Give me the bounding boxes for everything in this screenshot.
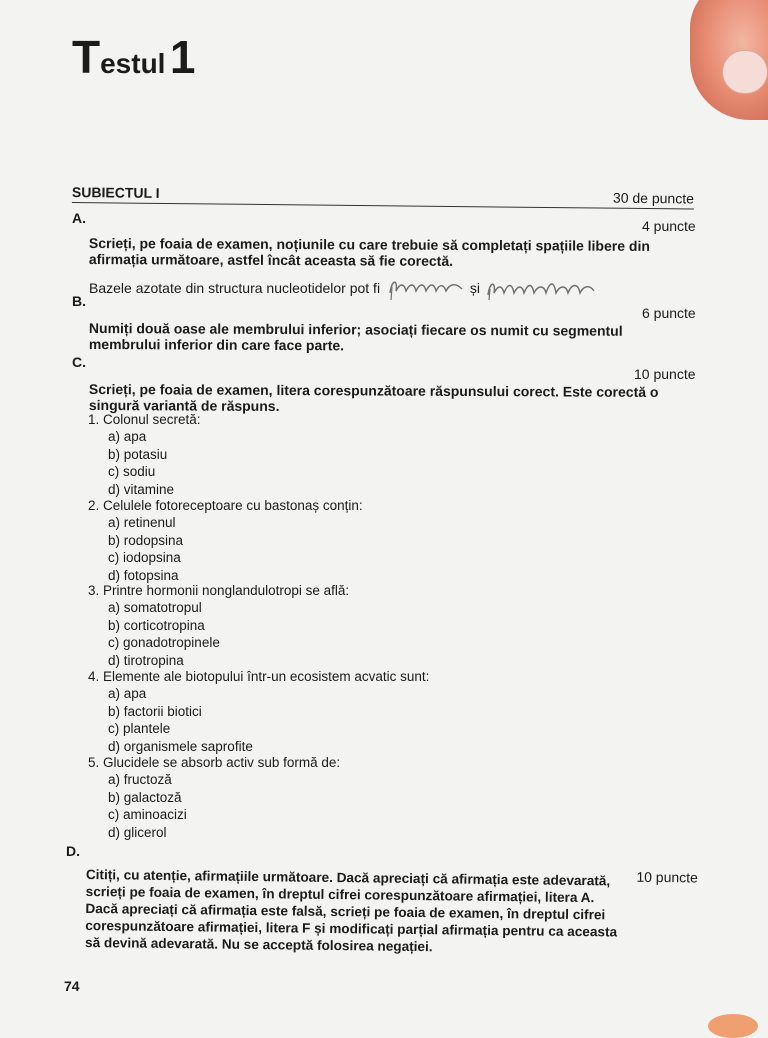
question-4 <box>88 668 429 755</box>
subject-label: SUBIECTUL I <box>71 184 160 201</box>
section-c-points: 10 puncte <box>634 366 696 382</box>
title-number: 1 <box>169 31 196 83</box>
answer-option: c) sodiu <box>108 464 156 480</box>
statement-pre: Bazele azotate din structura nucleotidelor pot fi <box>89 280 381 296</box>
handwriting-answer-1 <box>386 275 466 301</box>
answer-option: b) potasiu <box>108 446 168 462</box>
section-a-instruction: Scrieți, pe foaia de examen, noțiunile cu care trebuie să completați spațiile libere din afirmația următoare, astfel încât aceasta să fie corectă. <box>88 235 650 269</box>
statement-mid: și <box>469 280 480 296</box>
question-stem: 4. Elemente ale biotopului într-un ecosistem acvatic sunt: <box>88 669 430 684</box>
section-d-points: 10 puncte <box>636 868 699 886</box>
question-3 <box>88 582 349 669</box>
title-rest: estul <box>100 48 166 79</box>
question-stem: 3. Printre hormonii nonglandulotropi se află: <box>88 583 350 598</box>
answer-option: a) fructoză <box>108 772 172 788</box>
section-b-instruction: Numiți două oase ale membrului inferior; asociați fiecare os numit cu segmentul membrului inferior din care face parte. <box>88 320 623 354</box>
answer-option: a) apa <box>108 686 147 702</box>
answer-option: d) tirotropina <box>108 652 184 668</box>
section-d-letter: D. <box>66 843 80 859</box>
question-stem: 5. Glucidele se absorb activ sub formă de: <box>88 755 341 770</box>
section-b-points: 6 puncte <box>642 305 696 321</box>
section-b-letter: B. <box>72 293 86 309</box>
answer-option: b) factorii biotici <box>108 703 202 719</box>
section-a-statement <box>89 275 596 301</box>
subject-points: 30 de puncte <box>612 189 695 207</box>
section-d-instruction: Citiți, cu atenție, afirmațiile următoare. Dacă apreciați că afirmația este adevarată, scrieți pe foaia de examen, în dreptul cifrei corespunzătoare afirmației, litera A. Dacă apreciați că afirmația este falsă, scrieți pe foaia de examen, în dreptul cifrei corespunzătoare afirmației, litera F și modificați parțial afirmația pentru ca aceasta să devină adevarată. Nu se acceptă folosirea negației. <box>84 866 618 955</box>
answer-option: b) rodopsina <box>108 532 184 548</box>
section-a-letter: A. <box>72 210 86 226</box>
page-title <box>72 31 196 83</box>
section-c-letter: C. <box>72 354 86 370</box>
section-d-block <box>84 866 699 958</box>
corner-color-spot <box>708 1014 758 1038</box>
question-1 <box>88 411 201 498</box>
section-c-instruction: Scrieți, pe foaia de examen, litera corespunzătoare răspunsului corect. Este corectă o singură variantă de răspuns. <box>88 381 659 414</box>
question-stem: 2. Celulele fotoreceptoare cu bastonaș conțin: <box>88 498 363 513</box>
question-5 <box>88 754 340 841</box>
thumbnail-nail <box>722 50 768 94</box>
question-stem: 1. Colonul secretă: <box>88 412 201 427</box>
thumb-photo <box>690 0 768 120</box>
answer-option: c) iodopsina <box>108 550 181 566</box>
answer-option: c) aminoacizi <box>108 807 187 823</box>
answer-option: d) vitamine <box>108 481 175 497</box>
answer-option: b) corticotropina <box>108 617 205 633</box>
answer-option: a) somatotropul <box>108 600 202 616</box>
answer-option: d) organismele saprofite <box>108 738 253 754</box>
subject-header <box>72 178 694 210</box>
answer-option: b) galactoză <box>108 789 182 805</box>
answer-option: d) fotopsina <box>108 567 179 583</box>
page-number: 74 <box>64 978 80 994</box>
answer-option: a) apa <box>108 429 147 445</box>
answer-option: c) gonadotropinele <box>108 635 220 651</box>
answer-option: a) retinenul <box>108 515 176 531</box>
answer-option: d) glicerol <box>108 824 167 840</box>
answer-option: c) plantele <box>108 721 171 737</box>
question-2 <box>88 497 363 584</box>
handwriting-answer-2 <box>484 275 596 301</box>
section-a-points: 4 puncte <box>642 218 696 234</box>
title-cap: T <box>72 31 101 83</box>
